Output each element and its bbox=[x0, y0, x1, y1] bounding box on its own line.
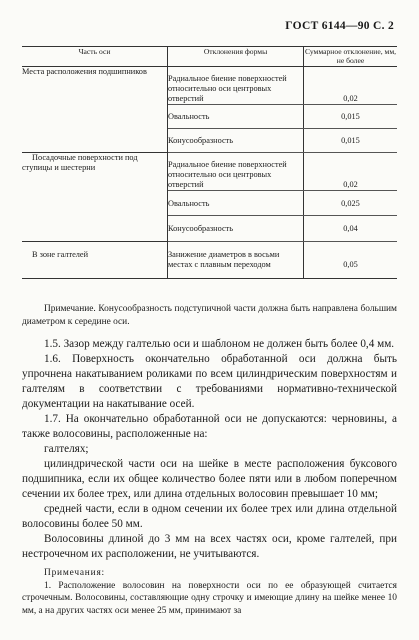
document-body bbox=[22, 303, 397, 617]
deviation-cell: Конусообразность bbox=[168, 128, 304, 152]
paragraph-1-5: 1.5. Зазор между галтелью оси и шаблоном не должен быть более 0,4 мм. bbox=[44, 338, 395, 350]
column-header-part: Часть оси bbox=[22, 47, 168, 67]
value-cell: 0,02 bbox=[304, 153, 398, 191]
column-header-deviation: Отклонения формы bbox=[168, 47, 304, 67]
deviation-table bbox=[22, 46, 397, 279]
page-header: ГОСТ 6144—90 С. 2 bbox=[285, 20, 394, 32]
paragraph-1-7: 1.7. На окончательно обработанной оси не допускаются: черновины, а также волосовины, расположенные на: bbox=[22, 413, 397, 440]
part-cell: Посадочные поверхности под ступицы и шестерни bbox=[22, 153, 168, 242]
deviation-cell: Радиальное биение поверхностей относительно оси центровых отверстий bbox=[168, 153, 304, 191]
deviation-cell: Радиальное биение поверхностей относительно оси центровых отверстий bbox=[168, 66, 304, 104]
item-journal: цилиндрической части оси на шейке в месте расположения буксового подшипника, если их общее количество более пяти или в любом поперечном сечении их более трех, или длина отдельных волосовин превышает 10 мм; bbox=[22, 458, 397, 500]
item-middle: средней части, если в одном сечении их более трех или длина отдельной волосовины более 50 мм. bbox=[22, 503, 397, 530]
deviation-cell: Овальность bbox=[168, 104, 304, 128]
column-header-total: Суммарное отклонение, мм, не более bbox=[304, 47, 397, 66]
value-cell: 0,015 bbox=[304, 128, 398, 152]
part-cell: В зоне галтелей bbox=[22, 241, 168, 278]
deviation-cell: Конусообразность bbox=[168, 216, 304, 241]
deviation-cell: Занижение диаметров в восьми местах с плавным переходом bbox=[168, 241, 304, 278]
table-row bbox=[22, 66, 397, 104]
paragraph-hairlines: Волосовины длиной до 3 мм на всех частях оси, кроме галтелей, при нестрочечном их расположении, не учитываются. bbox=[22, 533, 397, 560]
table-row bbox=[22, 153, 397, 191]
paragraph-1-6: 1.6. Поверхность окончательно обработанной оси должна быть упрочнена накатыванием роликами по всем цилиндрическим поверхностям и галтелям в соответствии с требованиями нормативно-технической документации на накатывание осей. bbox=[22, 353, 397, 410]
part-cell: Места расположения подшипников bbox=[22, 66, 168, 153]
table-row bbox=[22, 241, 397, 278]
value-cell: 0,015 bbox=[304, 104, 398, 128]
notes-heading: Примечания: bbox=[44, 568, 105, 578]
item-fillets: галтелях; bbox=[44, 443, 89, 455]
table-header-row bbox=[22, 47, 397, 67]
value-cell: 0,04 bbox=[304, 216, 398, 241]
value-cell: 0,05 bbox=[343, 259, 358, 269]
note-1: 1. Расположение волосовин на поверхности оси по ее образующей считается строчечным. Волосовины, составляющие одну строчку и имеющие длину на шейке менее 10 мм, а на других частях оси менее 25 мм, принимают за bbox=[22, 580, 397, 616]
deviation-cell: Овальность bbox=[168, 191, 304, 216]
value-cell: 0,025 bbox=[304, 191, 398, 216]
table-note: Примечание. Конусообразность подступичной части должна быть направлена большим диаметром к середине оси. bbox=[22, 304, 397, 327]
value-cell: 0,02 bbox=[304, 66, 398, 104]
